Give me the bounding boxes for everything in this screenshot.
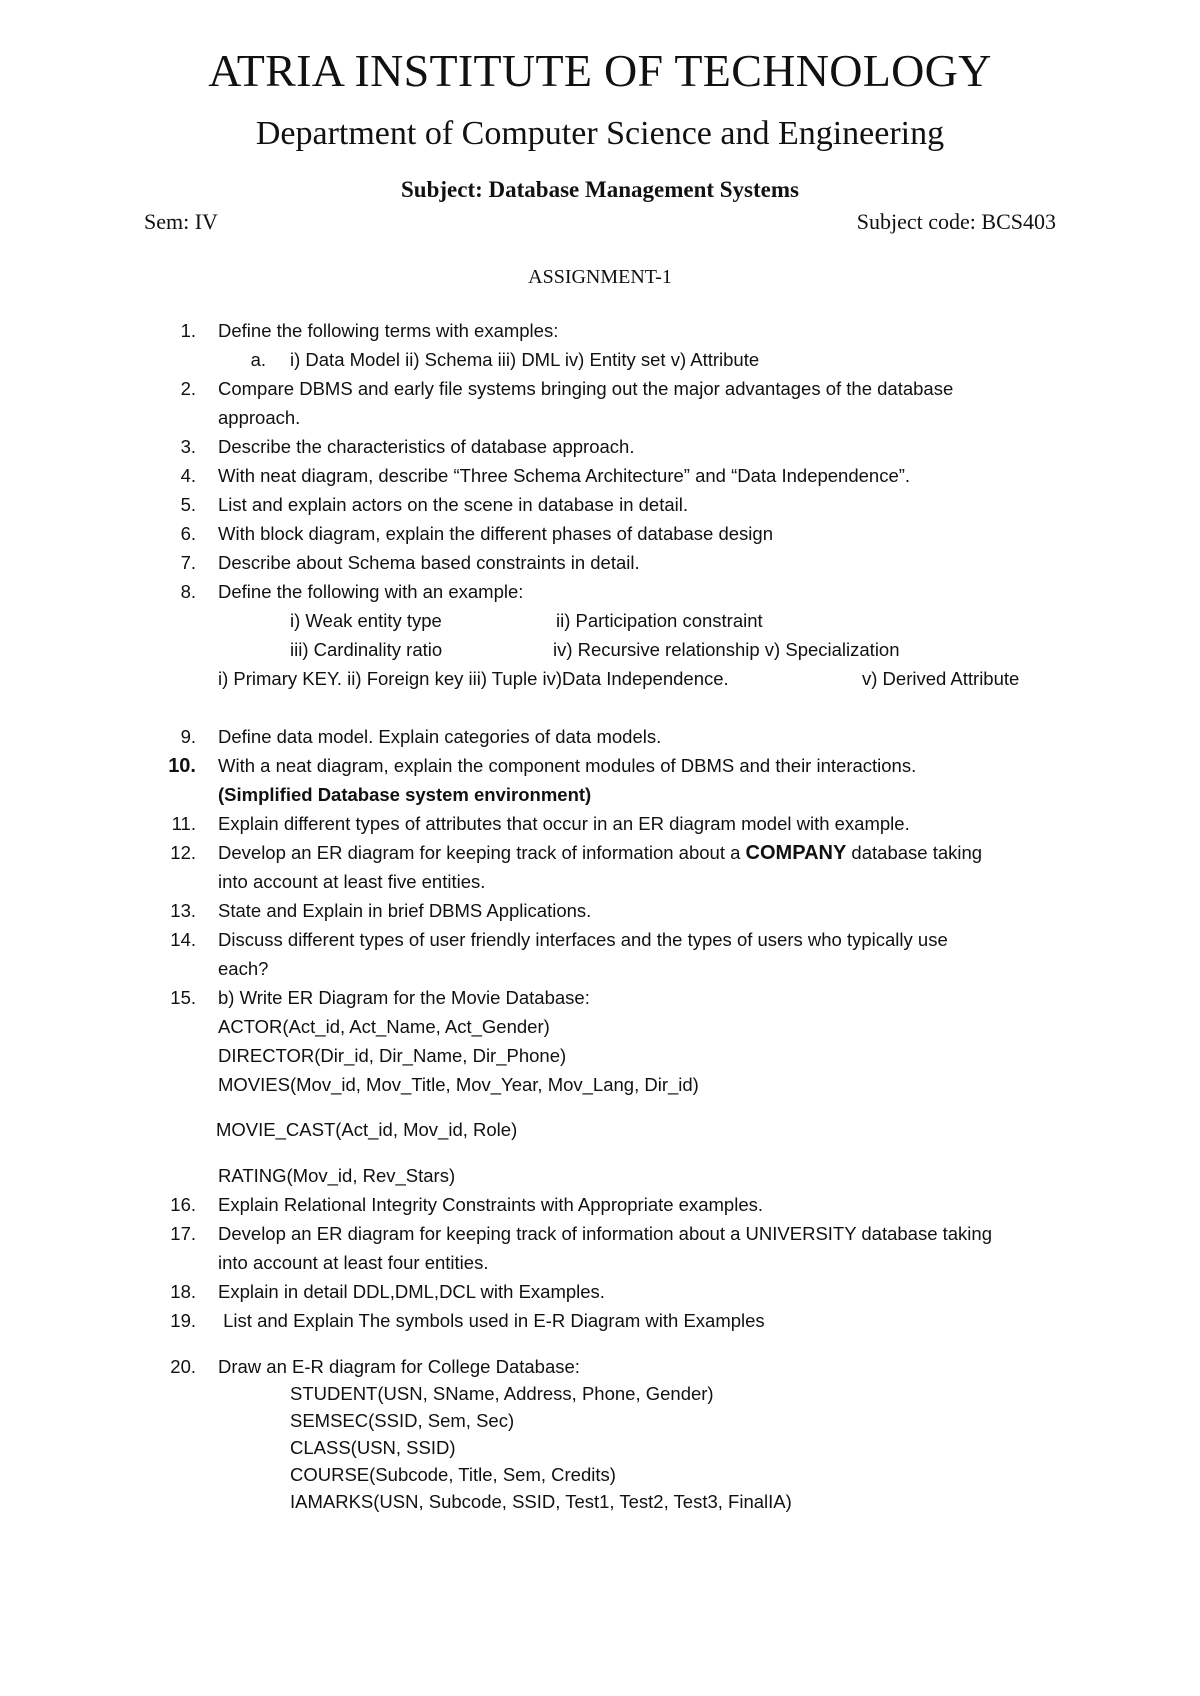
question-number: 18.	[170, 1281, 196, 1302]
question-number: 4.	[180, 465, 196, 486]
semester-label: Sem: IV	[144, 209, 218, 234]
question-8-item: v) Derived Attribute	[862, 668, 1020, 689]
department-title: Department of Computer Science and Engineering	[255, 115, 945, 152]
schema-actor: ACTOR(Act_id, Act_Name, Act_Gender)	[218, 1016, 550, 1037]
question-13: State and Explain in brief DBMS Applications.	[218, 900, 592, 921]
question-12-line-1	[218, 840, 982, 866]
schema-student: STUDENT(USN, SName, Address, Phone, Gender)	[290, 1383, 714, 1404]
question-8-item: ii) Participation constraint	[556, 610, 763, 631]
question-1-subitems: i) Data Model ii) Schema iii) DML iv) Entity set v) Attribute	[290, 349, 760, 370]
schema-class: CLASS(USN, SSID)	[290, 1437, 456, 1458]
question-number: 1.	[180, 320, 196, 341]
institute-title: ATRIA INSTITUTE OF TECHNOLOGY	[208, 45, 992, 96]
question-number: 10.	[168, 755, 196, 777]
question-number: 3.	[180, 436, 196, 457]
subject-code-label: Subject code: BCS403	[856, 209, 1056, 234]
question-2-line-2: approach.	[218, 407, 301, 428]
question-12-emphasis: COMPANY	[745, 842, 847, 864]
question-number: 14.	[170, 929, 196, 950]
question-16: Explain Relational Integrity Constraints with Appropriate examples.	[218, 1194, 764, 1215]
question-10-line-2: (Simplified Database system environment)	[218, 784, 592, 805]
schema-movie-cast: MOVIE_CAST(Act_id, Mov_id, Role)	[216, 1119, 518, 1140]
question-12-line-2: into account at least five entities.	[218, 871, 486, 892]
schema-rating: RATING(Mov_id, Rev_Stars)	[218, 1165, 456, 1186]
question-17-line-2: into account at least four entities.	[218, 1252, 489, 1273]
question-14-line-2: each?	[218, 958, 269, 979]
question-number: 19.	[170, 1310, 196, 1331]
question-7: Describe about Schema based constraints in detail.	[218, 552, 640, 573]
question-5: List and explain actors on the scene in database in detail.	[218, 494, 689, 515]
assignment-title: ASSIGNMENT-1	[528, 266, 672, 288]
subject-heading: Subject: Database Management Systems	[401, 177, 799, 202]
question-8: Define the following with an example:	[218, 581, 524, 602]
question-12-text: database taking	[846, 842, 983, 863]
question-6: With block diagram, explain the different phases of database design	[218, 523, 773, 544]
question-8-item: iii) Cardinality ratio	[290, 639, 443, 660]
question-number: 15.	[170, 987, 196, 1008]
question-19: List and Explain The symbols used in E-R Diagram with Examples	[218, 1310, 765, 1331]
question-number: 8.	[180, 581, 196, 602]
question-number: 9.	[180, 726, 196, 747]
schema-director: DIRECTOR(Dir_id, Dir_Name, Dir_Phone)	[218, 1045, 567, 1066]
question-11: Explain different types of attributes that occur in an ER diagram model with example.	[218, 813, 910, 834]
question-number: 12.	[170, 842, 196, 863]
question-10-line-1: With a neat diagram, explain the component modules of DBMS and their interactions.	[218, 755, 917, 776]
question-number: 6.	[180, 523, 196, 544]
question-14-line-1: Discuss different types of user friendly interfaces and the types of users who typically use	[218, 929, 948, 950]
question-number: 7.	[180, 552, 196, 573]
question-15: b) Write ER Diagram for the Movie Database:	[218, 987, 590, 1008]
schema-semsec: SEMSEC(SSID, Sem, Sec)	[290, 1410, 515, 1431]
question-number: 17.	[170, 1223, 196, 1244]
question-18: Explain in detail DDL,DML,DCL with Examples.	[218, 1281, 605, 1302]
schema-course: COURSE(Subcode, Title, Sem, Credits)	[290, 1464, 616, 1485]
question-number: 16.	[170, 1194, 196, 1215]
question-number: 11.	[171, 813, 196, 834]
question-20: Draw an E-R diagram for College Database:	[218, 1356, 580, 1377]
schema-movies: MOVIES(Mov_id, Mov_Title, Mov_Year, Mov_Lang, Dir_id)	[218, 1074, 699, 1095]
question-4: With neat diagram, describe “Three Schema Architecture” and “Data Independence”.	[218, 465, 911, 486]
question-2-line-1: Compare DBMS and early file systems bringing out the major advantages of the database	[218, 378, 954, 399]
question-8-item: i) Primary KEY. ii) Foreign key iii) Tuple iv)Data Independence.	[218, 668, 729, 689]
question-17-line-1: Develop an ER diagram for keeping track of information about a UNIVERSITY database taking	[218, 1223, 992, 1244]
schema-iamarks: IAMARKS(USN, Subcode, SSID, Test1, Test2, Test3, FinalIA)	[290, 1491, 792, 1512]
sub-item-marker: a.	[250, 349, 266, 370]
question-3: Describe the characteristics of database approach.	[218, 436, 635, 457]
question-1: Define the following terms with examples:	[218, 320, 559, 341]
question-9: Define data model. Explain categories of data models.	[218, 726, 662, 747]
question-12-text: Develop an ER diagram for keeping track of information about a	[218, 842, 746, 863]
question-number: 20.	[170, 1356, 196, 1377]
question-8-item: i) Weak entity type	[290, 610, 442, 631]
question-number: 13.	[170, 900, 196, 921]
question-number: 5.	[180, 494, 196, 515]
question-8-item: iv) Recursive relationship v) Specialization	[553, 639, 900, 660]
question-number: 2.	[180, 378, 196, 399]
